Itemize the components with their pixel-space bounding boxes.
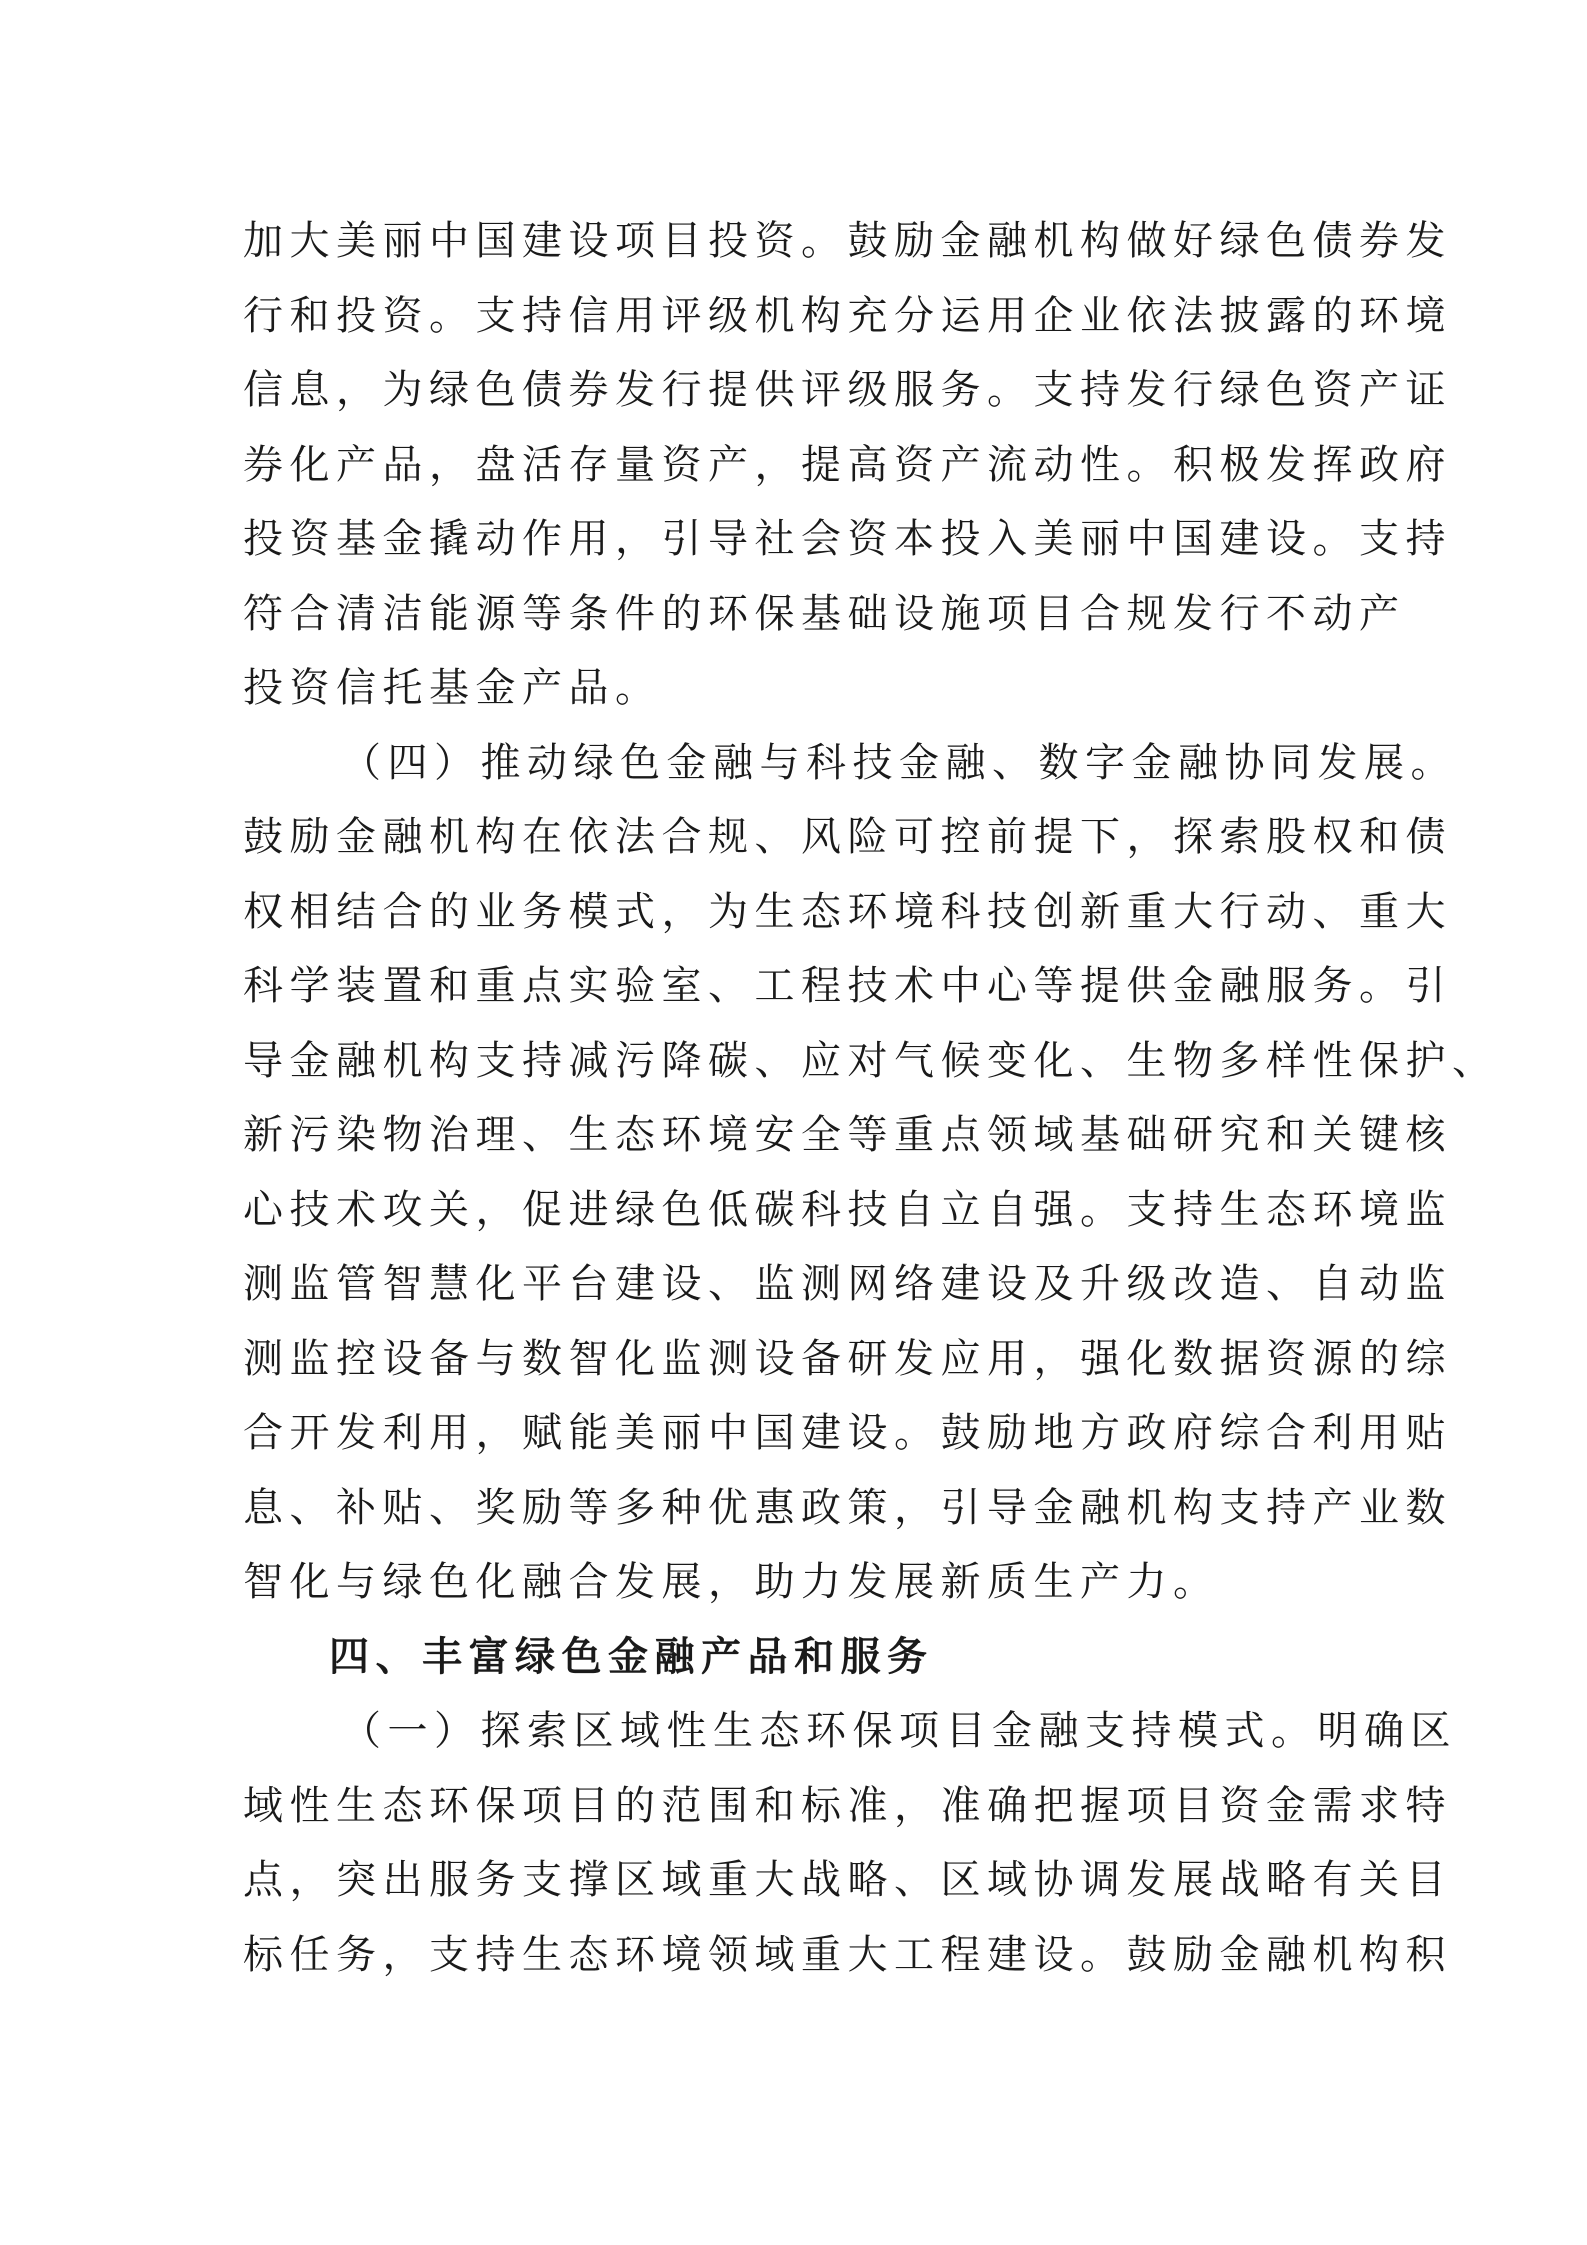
text-line: 息、补贴、奖励等多种优惠政策，引导金融机构支持产业数 <box>243 1484 1452 1531</box>
text-line: 合开发利用，赋能美丽中国建设。鼓励地方政府综合利用贴 <box>243 1410 1452 1456</box>
text-line: 符合清洁能源等条件的环保基础设施项目合规发行不动产 <box>243 590 1406 637</box>
subsection-heading-line: （一）探索区域性生态环保项目金融支持模式。明确区 <box>341 1708 1457 1754</box>
text-line: 投资基金撬动作用，引导社会资本投入美丽中国建设。支持 <box>243 516 1452 562</box>
text-line: 鼓励金融机构在依法合规、风险可控前提下，探索股权和债 <box>243 814 1452 860</box>
text-line: 科学装置和重点实验室、工程技术中心等提供金融服务。引 <box>243 963 1452 1009</box>
text-line: 域性生态环保项目的范围和标准，准确把握项目资金需求特 <box>243 1782 1452 1829</box>
text-line: 测监管智慧化平台建设、监测网络建设及升级改造、自动监 <box>243 1261 1452 1307</box>
text-line: 加大美丽中国建设项目投资。鼓励金融机构做好绿色债券发 <box>243 218 1452 264</box>
text-line: 智化与绿色化融合发展，助力发展新质生产力。 <box>243 1559 1220 1605</box>
text-line: 标任务，支持生态环境领域重大工程建设。鼓励金融机构积 <box>243 1931 1452 1978</box>
text-line: 导金融机构支持减污降碳、应对气候变化、生物多样性保护、 <box>243 1037 1499 1084</box>
text-line: 券化产品，盘活存量资产，提高资产流动性。积极发挥政府 <box>243 441 1452 488</box>
text-line: 新污染物治理、生态环境安全等重点领域基础研究和关键核 <box>243 1112 1452 1158</box>
text-line: 权相结合的业务模式，为生态环境科技创新重大行动、重大 <box>243 888 1452 935</box>
text-line: 信息，为绿色债券发行提供评级服务。支持发行绿色资产证 <box>243 367 1452 413</box>
text-line: 测监控设备与数智化监测设备研发应用，强化数据资源的综 <box>243 1335 1452 1382</box>
text-line: 投资信托基金产品。 <box>243 665 662 711</box>
text-line: 行和投资。支持信用评级机构充分运用企业依法披露的环境 <box>243 292 1452 339</box>
section-heading: 四、丰富绿色金融产品和服务 <box>329 1633 934 1680</box>
text-line: 心技术攻关，促进绿色低碳科技自立自强。支持生态环境监 <box>243 1186 1452 1233</box>
subsection-heading-line: （四）推动绿色金融与科技金融、数字金融协同发展。 <box>341 739 1457 786</box>
document-body <box>243 204 1499 1992</box>
text-line: 点，突出服务支撑区域重大战略、区域协调发展战略有关目 <box>243 1857 1452 1903</box>
